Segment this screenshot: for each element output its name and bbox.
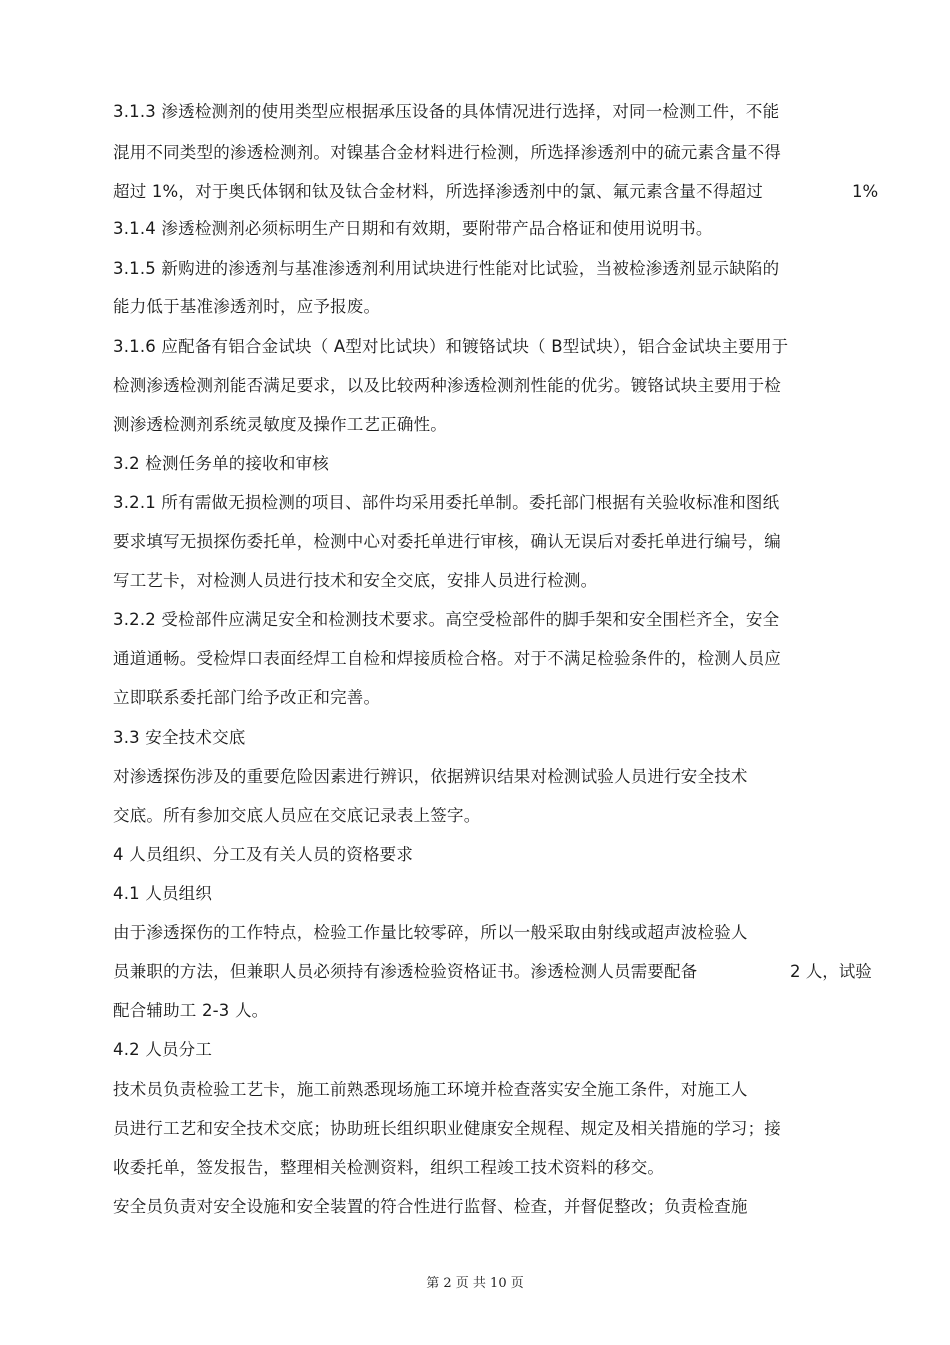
text-line: 员进行工艺和安全技术交底；协助班长组织职业健康安全规程、规定及相关措施的学习；接 [113, 1119, 781, 1138]
text-line: 配合辅助工 2-3 人。 [113, 1001, 269, 1020]
text-line: 能力低于基准渗透剂时，应予报废。 [113, 297, 381, 316]
text-line: 要求填写无损探伤委托单，检测中心对委托单进行审核，确认无误后对委托单进行编号，编 [113, 532, 781, 551]
text-line: 技术员负责检验工艺卡，施工前熟悉现场施工环境并检查落实安全施工条件，对施工人 [113, 1080, 748, 1099]
text-line: 4.1 人员组织 [113, 884, 213, 903]
text-line: 超过 1%，对于奥氏体钢和钛及钛合金材料，所选择渗透剂中的氯、氟元素含量不得超过 [113, 182, 763, 201]
text-line: 通道通畅。受检焊口表面经焊工自检和焊接质检合格。对于不满足检验条件的，检测人员应 [113, 649, 781, 668]
text-line: 3.1.6 应配备有铝合金试块（ A型对比试块）和镀铬试块（ B型试块），铝合金试块主要用于 [113, 337, 789, 356]
page-footer: 第 2 页 共 10 页 [426, 1276, 524, 1291]
text-line: 3.3 安全技术交底 [113, 728, 246, 747]
text-line: 对渗透探伤涉及的重要危险因素进行辨识，依据辨识结果对检测试验人员进行安全技术 [113, 767, 748, 786]
text-line: 立即联系委托部门给予改正和完善。 [113, 688, 381, 707]
text-line: 收委托单，签发报告，整理相关检测资料，组织工程竣工技术资料的移交。 [113, 1158, 665, 1177]
text-line: 3.2.1 所有需做无损检测的项目、部件均采用委托单制。委托部门根据有关验收标准和图纸 [113, 493, 780, 512]
text-line: 混用不同类型的渗透检测剂。对镍基合金材料进行检测，所选择渗透剂中的硫元素含量不得 [113, 143, 781, 162]
text-line: 3.1.3 渗透检测剂的使用类型应根据承压设备的具体情况进行选择，对同一检测工件，不能 [113, 102, 780, 121]
text-line: 由于渗透探伤的工作特点，检验工作量比较零碎，所以一般采取由射线或超声波检验人 [113, 923, 748, 942]
text-line: 3.1.5 新购进的渗透剂与基准渗透剂利用试块进行性能对比试验，当被检渗透剂显示缺陷的 [113, 259, 780, 278]
text-line: 安全员负责对安全设施和安全装置的符合性进行监督、检查，并督促整改；负责检查施 [113, 1197, 748, 1216]
text-line: 4.2 人员分工 [113, 1040, 213, 1059]
text-line: 4 人员组织、分工及有关人员的资格要求 [113, 845, 414, 864]
text-line: 员兼职的方法，但兼职人员必须持有渗透检验资格证书。渗透检测人员需要配备 [113, 962, 698, 981]
text-line: 3.2 检测任务单的接收和审核 [113, 454, 329, 473]
text-line: 3.2.2 受检部件应满足安全和检测技术要求。高空受检部件的脚手架和安全围栏齐全，安全 [113, 610, 780, 629]
text-line: 3.1.4 渗透检测剂必须标明生产日期和有效期，要附带产品合格证和使用说明书。 [113, 219, 713, 238]
text-line-fragment: 1% [852, 182, 879, 201]
text-line: 交底。所有参加交底人员应在交底记录表上签字。 [113, 806, 481, 825]
text-line: 检测渗透检测剂能否满足要求，以及比较两种渗透检测剂性能的优劣。镀铬试块主要用于检 [113, 376, 781, 395]
text-line: 写工艺卡，对检测人员进行技术和安全交底，安排人员进行检测。 [113, 571, 598, 590]
text-line-fragment: 2 人，试验 [790, 962, 872, 981]
text-line: 测渗透检测剂系统灵敏度及操作工艺正确性。 [113, 415, 447, 434]
